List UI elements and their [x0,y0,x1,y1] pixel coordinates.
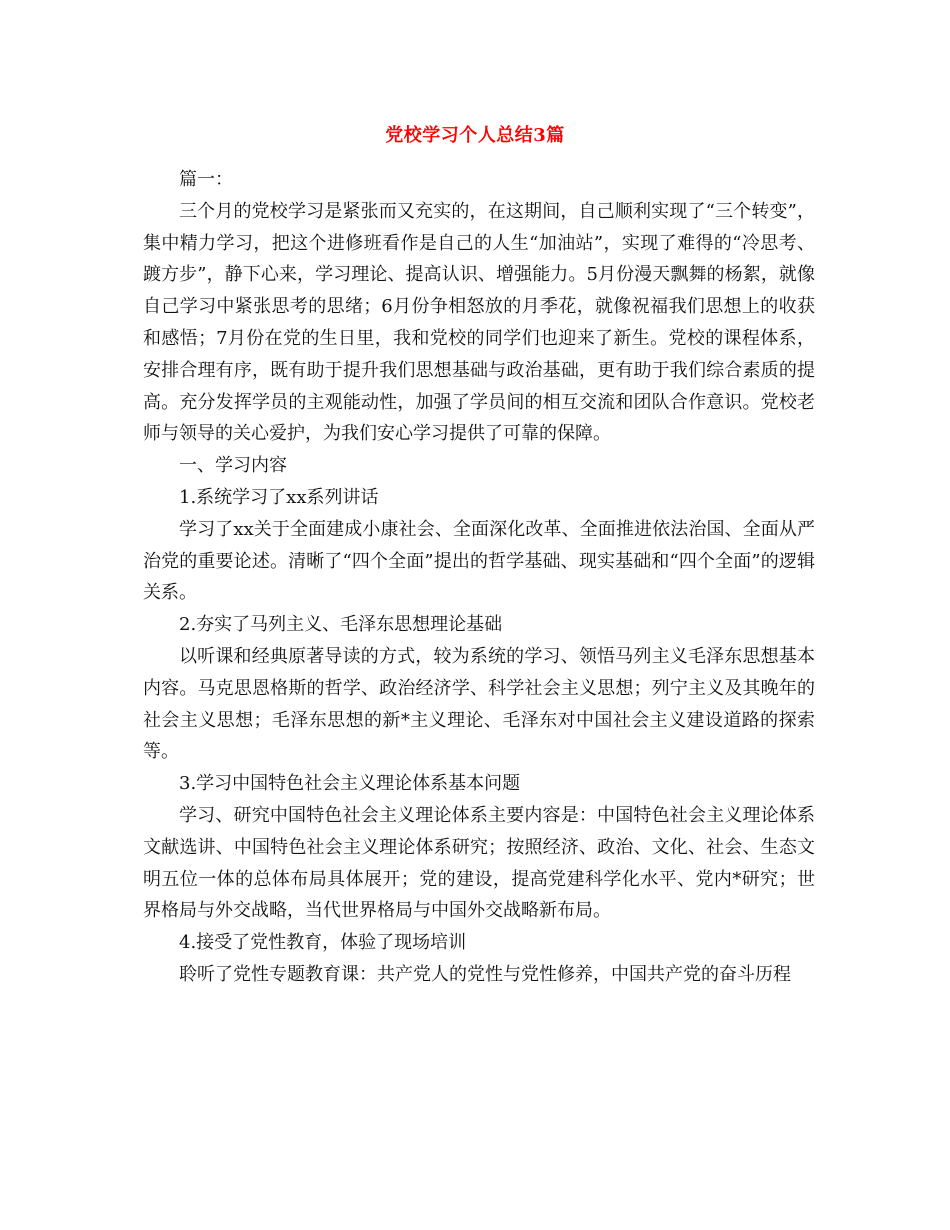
paragraph-item-2: 以听课和经典原著导读的方式，较为系统的学习、领悟马列主义毛泽东思想基本内容。马克思恩格斯的哲学、政治经济学、科学社会主义思想；列宁主义及其晚年的社会主义思想；毛泽东思想的新*主义理论、毛泽东对中国社会主义建设道路的探索等。 [143,645,815,763]
document-body [143,164,815,991]
subheading-item-2: 2.夯实了马列主义、毛泽东思想理论基础 [179,614,503,636]
subheading-item-1: 1.系统学习了xx系列讲话 [179,486,379,508]
heading-study-content: 一、学习内容 [179,455,287,477]
paragraph-item-3: 学习、研究中国特色社会主义理论体系主要内容是：中国特色社会主义理论体系文献选讲、中国特色社会主义理论体系研究；按照经济、政治、文化、社会、生态文明五位一体的总体布局具体展开；党的建设，提高党建科学化水平、党内*研究；世界格局与外交战略，当代世界格局与中国外交战略新布局。 [143,804,815,922]
paragraph-intro: 三个月的党校学习是紧张而又充实的，在这期间，自己顺利实现了“三个转变”，集中精力学习，把这个进修班看作是自己的人生“加油站”，实现了难得的“冷思考、踱方步”，静下心来，学习理论、提高认识、增强能力。5月份漫天飘舞的杨絮，就像自己学习中紧张思考的思绪；6月份争相怒放的月季花，就像祝福我们思想上的收获和感悟；7月份在党的生日里，我和党校的同学们也迎来了新生。党校的课程体系，安排合理有序，既有助于提升我们思想基础与政治基础，更有助于我们综合素质的提高。充分发挥学员的主观能动性，加强了学员间的相互交流和团队合作意识。党校老师与领导的关心爱护，为我们安心学习提供了可靠的保障。 [143,200,815,445]
subheading-item-3: 3.学习中国特色社会主义理论体系基本问题 [179,773,521,795]
paragraph-item-1: 学习了xx关于全面建成小康社会、全面深化改革、全面推进依法治国、全面从严治党的重要论述。清晰了“四个全面”提出的哲学基础、现实基础和“四个全面”的逻辑关系。 [143,518,815,604]
document-title: 党校学习个人总结3篇 [385,125,565,146]
paragraph-item-4: 聆听了党性专题教育课：共产党人的党性与党性修养，中国共产党的奋斗历程 [179,963,791,985]
subheading-item-4: 4.接受了党性教育，体验了现场培训 [179,932,467,954]
paragraph-section-label: 篇一： [179,169,233,190]
